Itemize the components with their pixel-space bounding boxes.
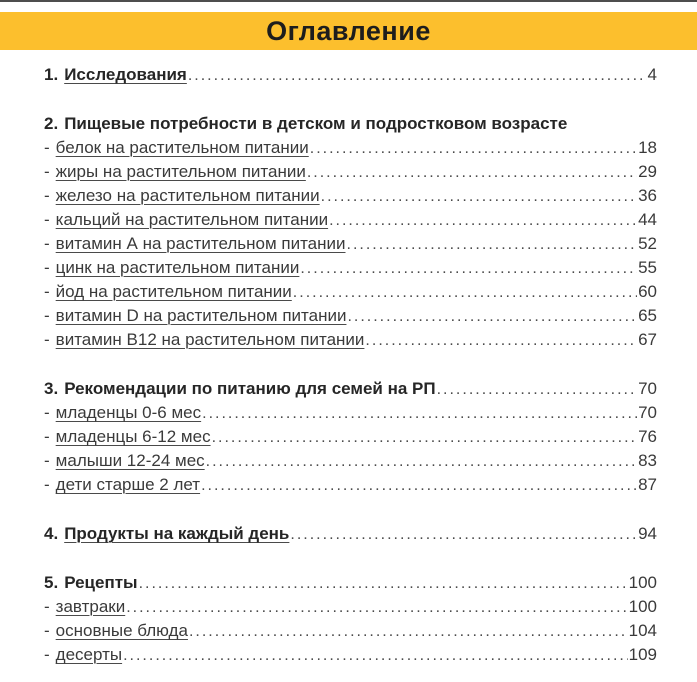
toc-section (44, 522, 657, 546)
page-number: 83 (638, 451, 657, 470)
page-number: 70 (638, 403, 657, 422)
toc-section-title: Рекомендации по питанию для семей на РП (64, 379, 436, 398)
page-number: 109 (628, 645, 657, 664)
toc-item-row (44, 643, 657, 667)
toc-section (44, 112, 657, 352)
toc-section-title: Рецепты (64, 573, 138, 592)
toc-item-link[interactable]: витамин B12 на растительном питании (55, 330, 365, 349)
toc-item-link[interactable]: витамин А на растительном питании (55, 234, 346, 253)
item-bullet: - (44, 306, 50, 325)
dot-leader (329, 208, 637, 233)
toc-item-row (44, 208, 657, 232)
item-bullet: - (44, 403, 50, 422)
toc-section-row (44, 571, 657, 595)
dot-leader (201, 473, 637, 498)
page-number: 100 (628, 597, 657, 616)
toc-item-row (44, 449, 657, 473)
item-bullet: - (44, 162, 50, 181)
page-number: 65 (638, 306, 657, 325)
toc-item-link[interactable]: дети старше 2 лет (55, 475, 201, 494)
dot-leader (123, 643, 628, 668)
item-bullet: - (44, 597, 50, 616)
page-number: 94 (638, 524, 657, 543)
page-number: 44 (638, 210, 657, 229)
section-number: 2. (44, 114, 59, 133)
page-number: 100 (628, 573, 657, 592)
page-number: 87 (638, 475, 657, 494)
toc-section (44, 377, 657, 497)
page-number: 29 (638, 162, 657, 181)
section-number: 5. (44, 573, 59, 592)
top-border (0, 0, 697, 2)
toc-item-link[interactable]: основные блюда (55, 621, 188, 640)
section-number: 1. (44, 65, 59, 84)
toc-item-row (44, 473, 657, 497)
dot-leader (365, 328, 637, 353)
page-number: 18 (638, 138, 657, 157)
dot-leader (139, 571, 628, 596)
toc-item-row (44, 619, 657, 643)
dot-leader (293, 280, 637, 305)
page-title: Оглавление (266, 15, 431, 46)
toc-item-link[interactable]: младенцы 0-6 мес (55, 403, 202, 422)
toc-section-row (44, 63, 657, 87)
dot-leader (202, 401, 637, 426)
page-number: 76 (638, 427, 657, 446)
dot-leader (290, 522, 637, 547)
toc-item-link[interactable]: младенцы 6-12 мес (55, 427, 211, 446)
page-number: 104 (628, 621, 657, 640)
item-bullet: - (44, 282, 50, 301)
toc-item-link[interactable]: кальций на растительном питании (55, 210, 329, 229)
item-bullet: - (44, 475, 50, 494)
item-bullet: - (44, 258, 50, 277)
page-number: 67 (638, 330, 657, 349)
dot-leader (206, 449, 637, 474)
toc-item-row (44, 160, 657, 184)
item-bullet: - (44, 138, 50, 157)
toc-item-link[interactable]: завтраки (55, 597, 126, 616)
page-number: 52 (638, 234, 657, 253)
item-bullet: - (44, 451, 50, 470)
toc-banner (0, 12, 697, 50)
dot-leader (321, 184, 637, 209)
toc-item-link[interactable]: железо на растительном питании (55, 186, 320, 205)
toc-section-row (44, 112, 657, 136)
item-bullet: - (44, 427, 50, 446)
toc-item-row (44, 401, 657, 425)
dot-leader (189, 619, 628, 644)
toc-item-link[interactable]: жиры на растительном питании (55, 162, 306, 181)
dot-leader (347, 232, 638, 257)
toc-section-row (44, 377, 657, 401)
page-number: 4 (647, 65, 657, 84)
toc-item-row (44, 595, 657, 619)
dot-leader (347, 304, 637, 329)
toc-item-row (44, 328, 657, 352)
toc-item-link[interactable]: малыши 12-24 мес (55, 451, 205, 470)
section-number: 3. (44, 379, 59, 398)
toc-section (44, 63, 657, 87)
toc-section-link[interactable]: Продукты на каждый день (64, 524, 290, 543)
toc-list (0, 50, 697, 667)
page-number: 55 (638, 258, 657, 277)
dot-leader (310, 136, 637, 161)
dot-leader (188, 63, 647, 88)
toc-item-row (44, 425, 657, 449)
dot-leader (437, 377, 637, 402)
toc-item-link[interactable]: цинк на растительном питании (55, 258, 300, 277)
page-number: 36 (638, 186, 657, 205)
toc-item-row (44, 304, 657, 328)
page-number: 70 (638, 379, 657, 398)
toc-item-row (44, 136, 657, 160)
toc-section (44, 571, 657, 667)
toc-item-link[interactable]: витамин D на растительном питании (55, 306, 347, 325)
toc-section-title: Пищевые потребности в детском и подростковом возрасте (64, 114, 568, 133)
page-number: 60 (638, 282, 657, 301)
item-bullet: - (44, 330, 50, 349)
toc-item-link[interactable]: белок на растительном питании (55, 138, 309, 157)
dot-leader (300, 256, 637, 281)
section-number: 4. (44, 524, 59, 543)
toc-item-row (44, 232, 657, 256)
item-bullet: - (44, 621, 50, 640)
toc-item-link[interactable]: десерты (55, 645, 123, 664)
toc-section-row (44, 522, 657, 546)
dot-leader (126, 595, 627, 620)
toc-item-row (44, 184, 657, 208)
toc-item-link[interactable]: йод на растительном питании (55, 282, 292, 301)
item-bullet: - (44, 645, 50, 664)
item-bullet: - (44, 234, 50, 253)
dot-leader (307, 160, 637, 185)
dot-leader (212, 425, 638, 450)
toc-item-row (44, 256, 657, 280)
item-bullet: - (44, 210, 50, 229)
toc-section-link[interactable]: Исследования (64, 65, 187, 84)
item-bullet: - (44, 186, 50, 205)
toc-item-row (44, 280, 657, 304)
